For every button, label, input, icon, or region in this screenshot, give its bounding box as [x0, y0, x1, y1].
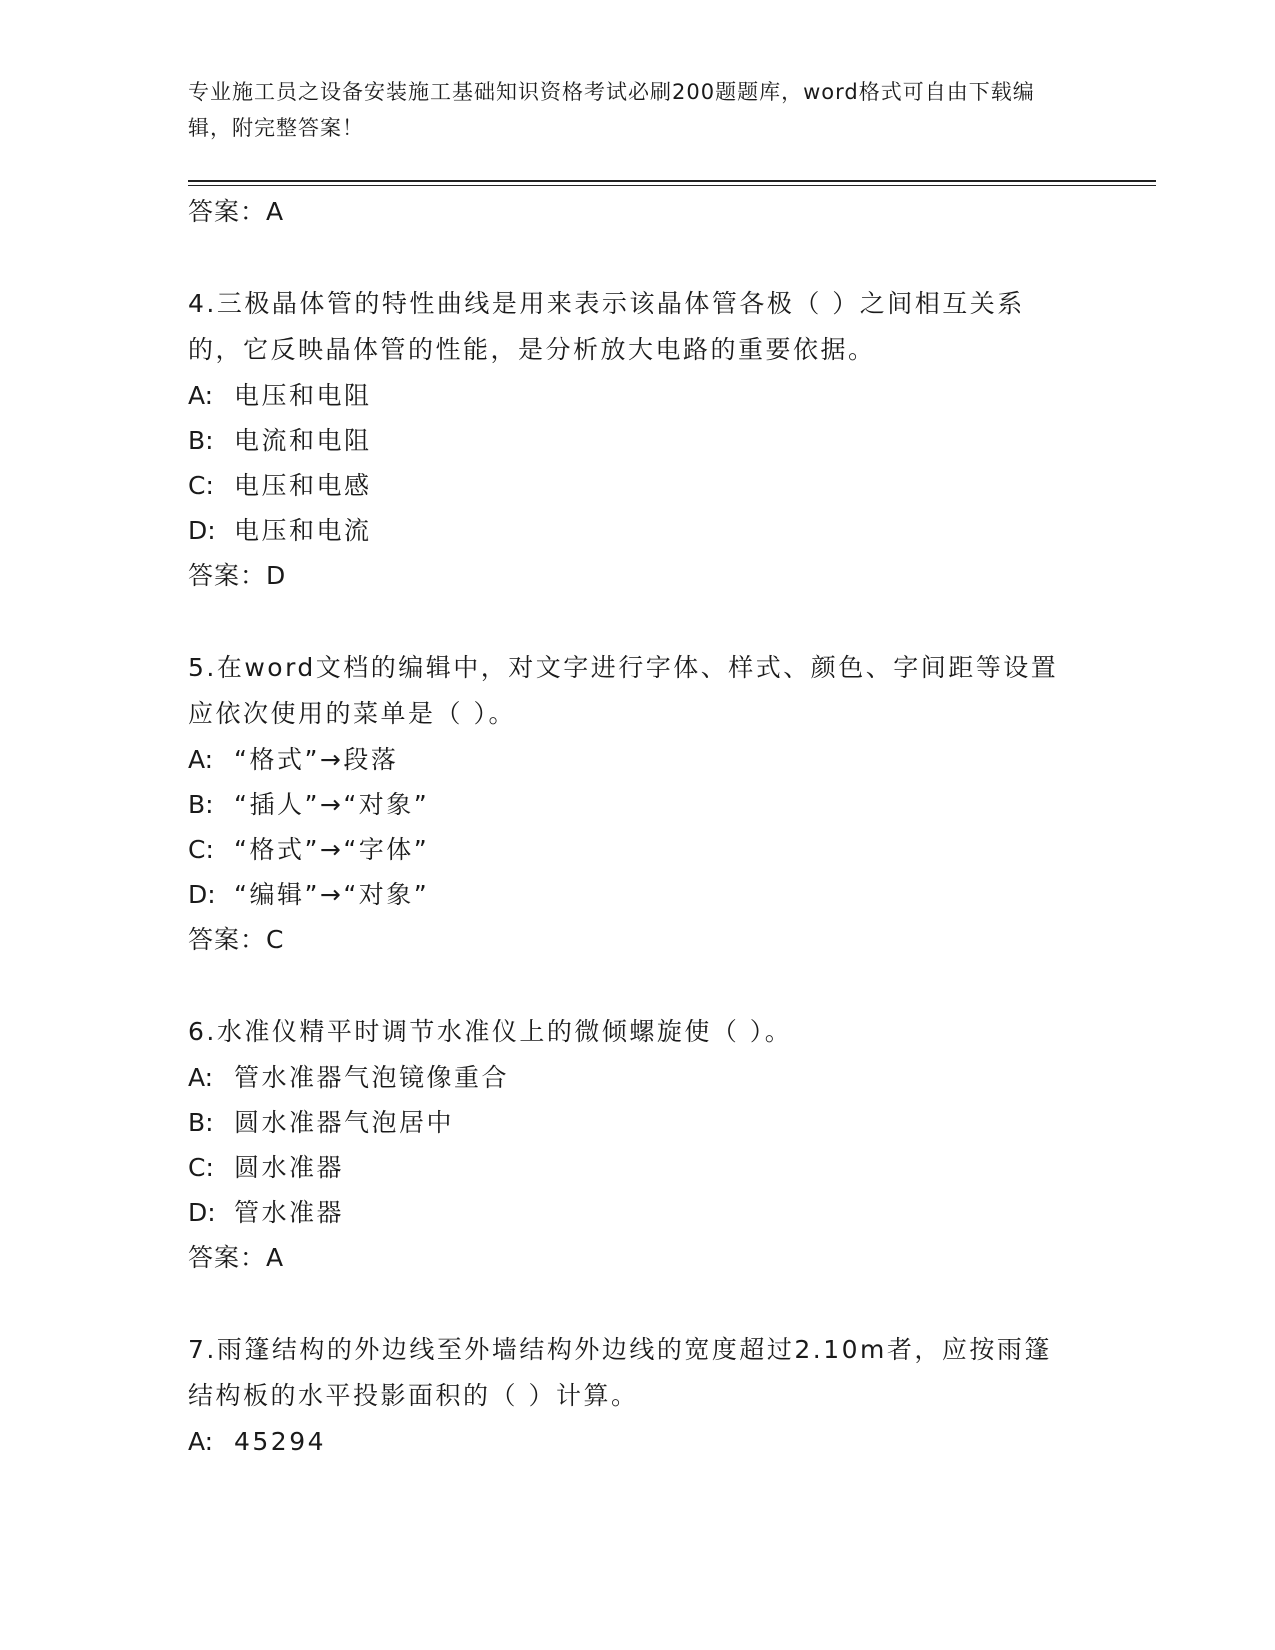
option-letter: C: — [188, 1153, 214, 1182]
option-text: 圆水准器气泡居中 — [234, 1108, 455, 1137]
answer-line: 答案：C — [188, 925, 285, 954]
question-text: 5.在word文档的编辑中，对文字进行字体、样式、颜色、字间距等设置应依次使用的菜单是（ ）。 — [188, 653, 1059, 728]
option-b — [188, 782, 1088, 827]
question-block — [188, 281, 1088, 599]
option-text: 电压和电流 — [234, 516, 372, 545]
option-letter: C: — [188, 471, 214, 500]
option-letter: B: — [188, 790, 214, 819]
option-letter: C: — [188, 835, 214, 864]
question-text: 7.雨篷结构的外边线至外墙结构外边线的宽度超过2.10m者，应按雨篷结构板的水平投影面积的（ ）计算。 — [188, 1335, 1052, 1410]
option-b — [188, 1100, 1088, 1145]
question-text: 6.水准仪精平时调节水准仪上的微倾螺旋使（ ）。 — [188, 1017, 793, 1046]
answer-line: 答案：A — [188, 197, 285, 226]
option-letter: A: — [188, 381, 214, 410]
question-block — [188, 1327, 1088, 1464]
option-text: “格式”→“字体” — [234, 835, 430, 864]
option-letter: B: — [188, 426, 214, 455]
option-b — [188, 418, 1088, 463]
option-text: 圆水准器 — [234, 1153, 345, 1182]
option-text: “格式”→段落 — [234, 745, 399, 774]
option-text: 管水准器 — [234, 1198, 345, 1227]
option-text: 电压和电感 — [234, 471, 372, 500]
answer-line: 答案：D — [188, 561, 287, 590]
option-d — [188, 872, 1088, 917]
question-block — [188, 1009, 1088, 1281]
spacer — [188, 963, 1088, 1009]
option-letter: A: — [188, 1427, 214, 1456]
option-a — [188, 1419, 1088, 1464]
answer-line: 答案：A — [188, 1243, 285, 1272]
spacer — [188, 1281, 1088, 1327]
option-text: 管水准器气泡镜像重合 — [234, 1063, 510, 1092]
option-d — [188, 1190, 1088, 1235]
option-text: 电流和电阻 — [234, 426, 372, 455]
option-text: 电压和电阻 — [234, 381, 372, 410]
option-text: 45294 — [234, 1427, 327, 1456]
document-body — [188, 189, 1088, 1464]
option-c — [188, 827, 1088, 872]
option-text: “插人”→“对象” — [234, 790, 430, 819]
header-rule — [188, 180, 1156, 182]
spacer — [188, 599, 1088, 645]
option-c — [188, 1145, 1088, 1190]
option-text: “编辑”→“对象” — [234, 880, 430, 909]
option-a — [188, 737, 1088, 782]
option-c — [188, 463, 1088, 508]
page-header: 专业施工员之设备安装施工基础知识资格考试必刷200题题库，word格式可自由下载编辑，附完整答案！ — [188, 80, 1035, 140]
option-d — [188, 508, 1088, 553]
option-letter: D: — [188, 880, 216, 909]
question-block — [188, 645, 1088, 963]
option-letter: D: — [188, 516, 216, 545]
option-a — [188, 1055, 1088, 1100]
option-letter: A: — [188, 1063, 214, 1092]
option-letter: D: — [188, 1198, 216, 1227]
option-a — [188, 373, 1088, 418]
option-letter: B: — [188, 1108, 214, 1137]
question-text: 4.三极晶体管的特性曲线是用来表示该晶体管各极（ ）之间相互关系的，它反映晶体管的性能，是分析放大电路的重要依据。 — [188, 289, 1025, 364]
header-rule-thin — [188, 185, 1156, 186]
option-letter: A: — [188, 745, 214, 774]
spacer — [188, 235, 1088, 281]
